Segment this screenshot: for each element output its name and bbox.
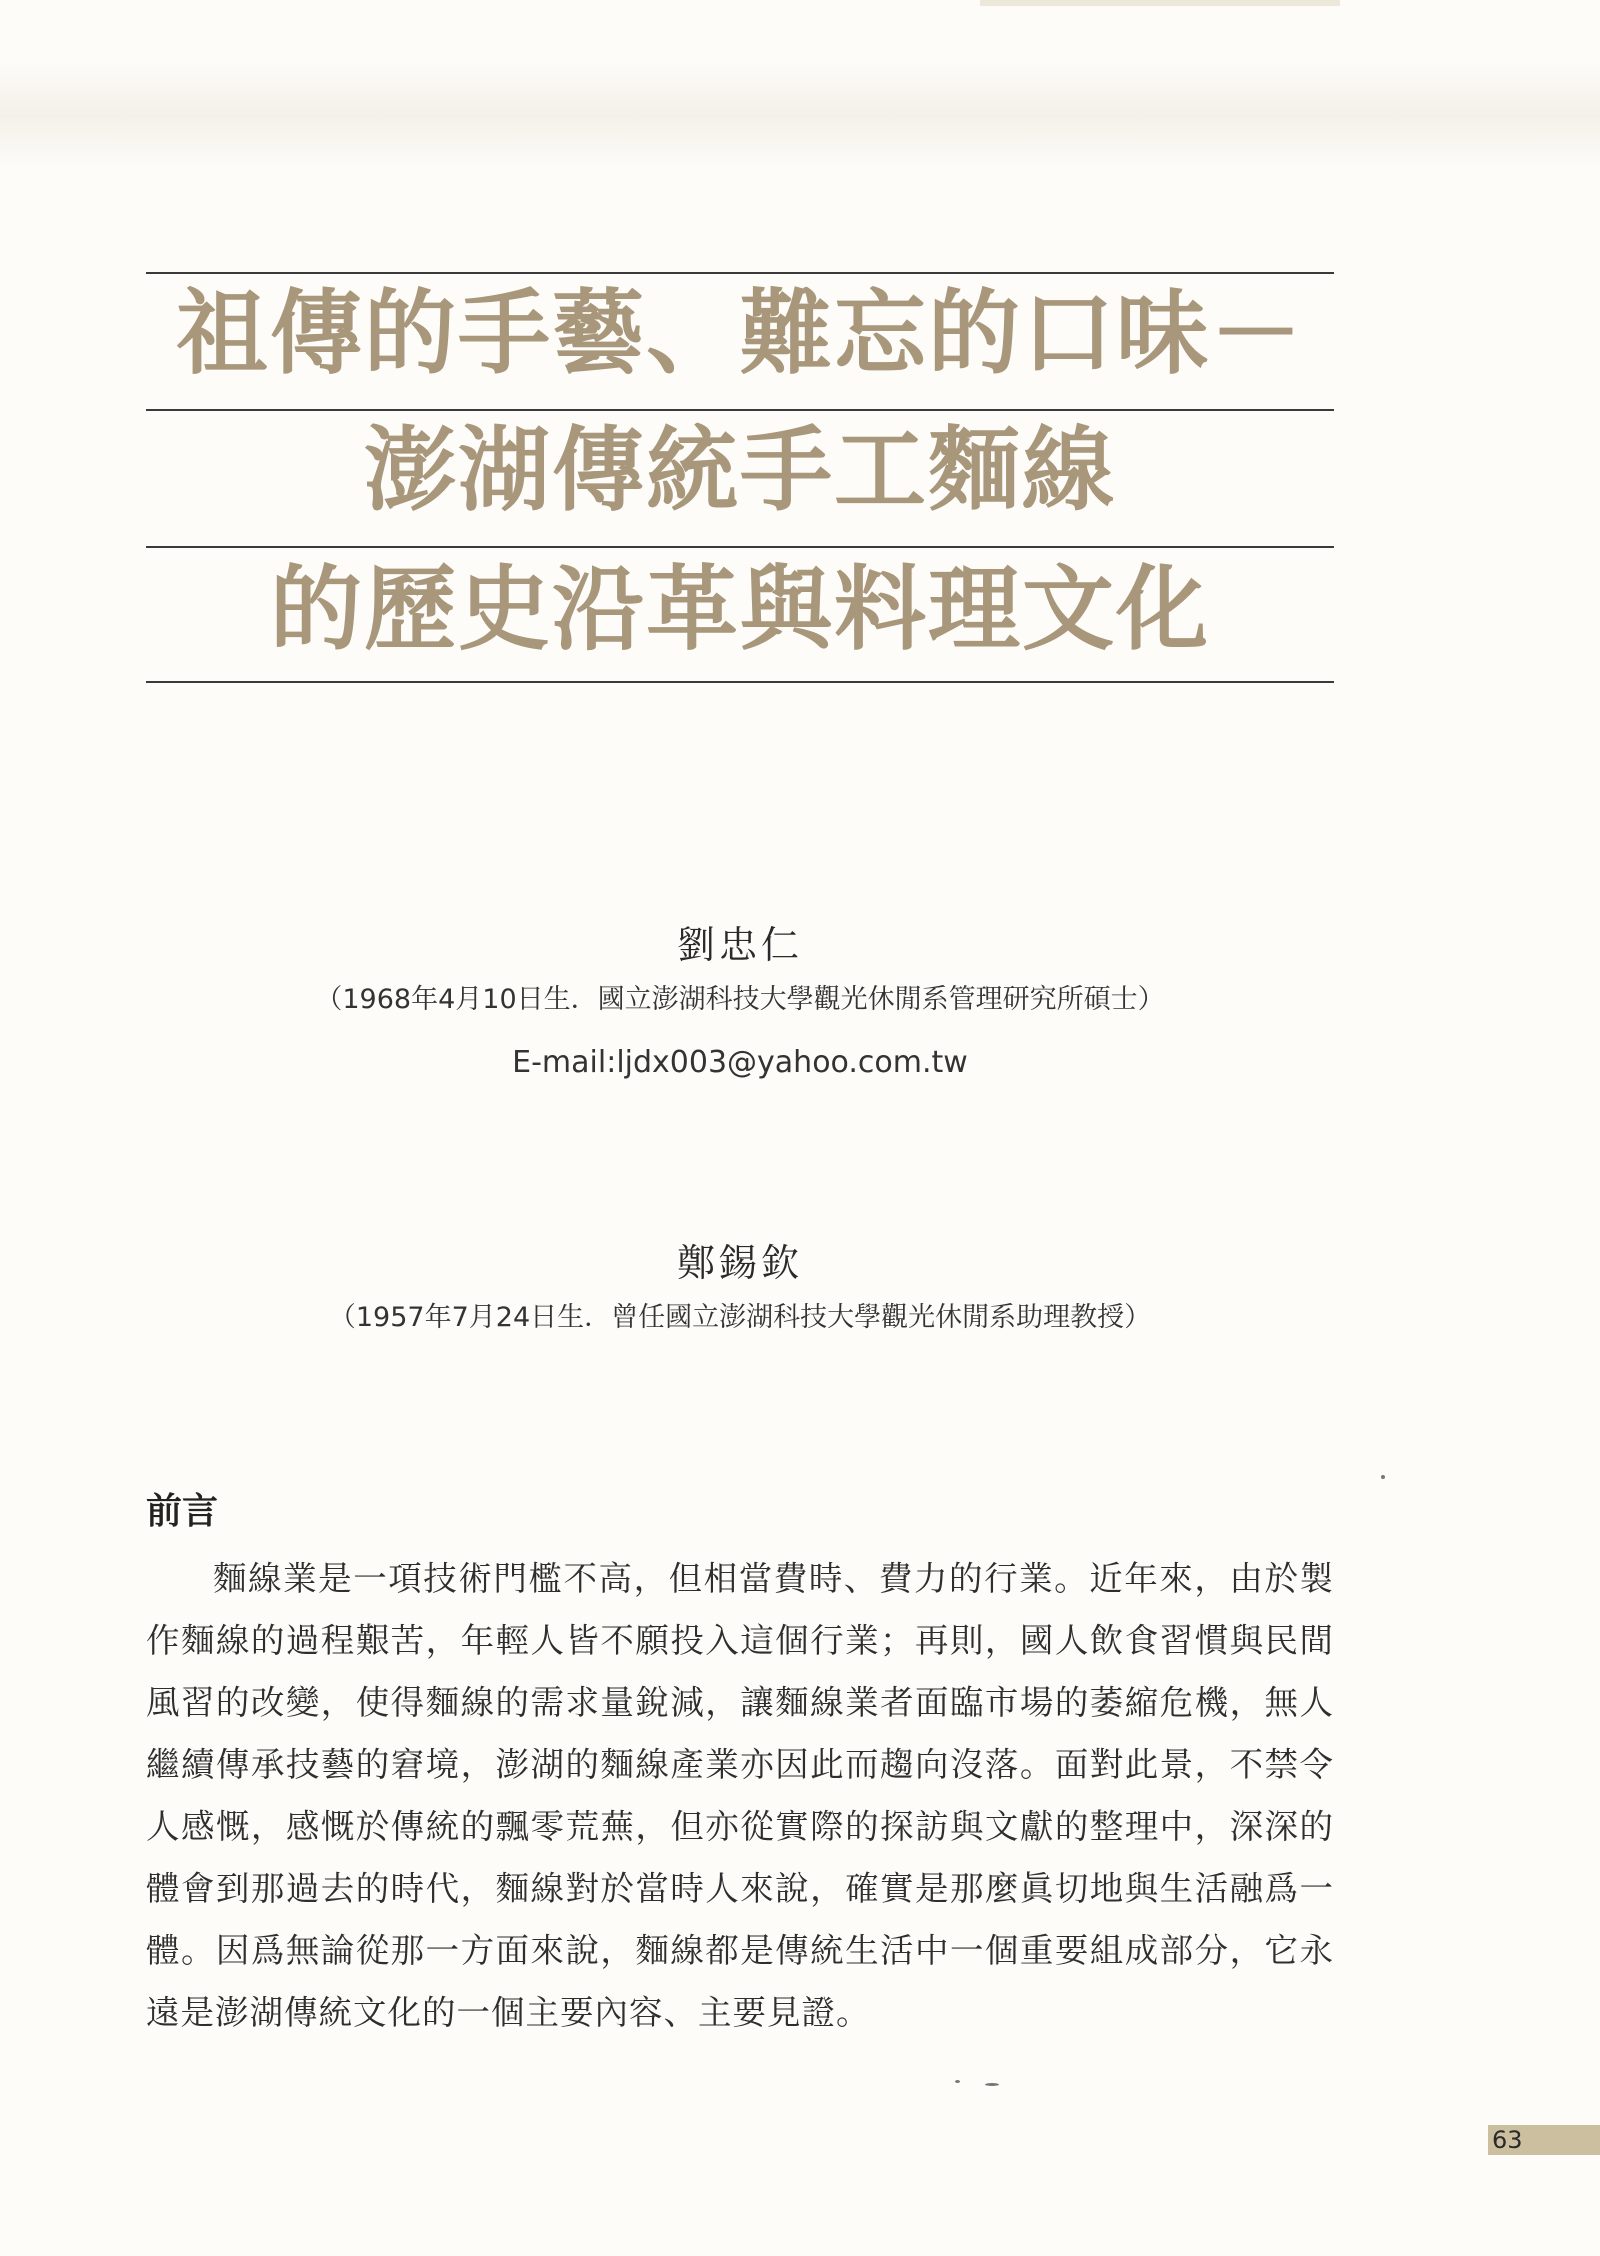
scan-speck [985, 2083, 999, 2086]
author-1-name: 劉忠仁 [676, 923, 803, 967]
author-2-info: （1957年7月24日生．曾任國立澎湖科技大學觀光休閒系助理教授） [328, 1302, 1152, 1333]
title-rule-bottom [146, 681, 1334, 683]
body-paragraph: 麵線業是一項技術門檻不高，但相當費時、費力的行業。近年來，由於製作麵線的過程艱苦，年輕人皆不願投入這個行業；再則，國人飲食習慣與民間風習的改變，使得麵線的需求量銳減，讓麵線業者面臨市場的萎縮危機，無人繼續傳承技藝的窘境，澎湖的麵線產業亦因此而趨向沒落。面對此景，不禁令人感慨，感慨於傳統的飄零荒蕪，但亦從實際的探訪與文獻的整理中，深深的體會到那過去的時代，麵線對於當時人來說，確實是那麼眞切地與生活融爲一體。因爲無論從那一方面來說，麵線都是傳統生活中一個重要組成部分，它永遠是澎湖傳統文化的一個主要內容、主要見證。 [146, 1559, 1334, 2032]
title-line-1: 祖傳的手藝、難忘的口味－ [175, 279, 1304, 387]
section-heading: 前言 [146, 1491, 219, 1532]
page-number: 63 [1488, 2125, 1600, 2155]
title-rule-2 [146, 409, 1334, 411]
author-1-info: （1968年4月10日生．國立澎湖科技大學觀光休閒系管理研究所碩士） [315, 984, 1165, 1015]
scan-shadow-band [0, 60, 1600, 170]
scan-speck [1381, 1475, 1385, 1479]
top-edge-bleed [980, 0, 1340, 6]
title-rule-3 [146, 546, 1334, 548]
author-2-name: 鄭錫欽 [676, 1241, 803, 1285]
title-line-2: 澎湖傳統手工麵線 [363, 416, 1116, 524]
title-line-3: 的歷史沿革與料理文化 [269, 555, 1210, 663]
title-rule-top [146, 272, 1334, 274]
scan-speck [955, 2080, 960, 2083]
author-1-email[interactable]: E-mail:ljdx003@yahoo.com.tw [512, 1045, 968, 1080]
